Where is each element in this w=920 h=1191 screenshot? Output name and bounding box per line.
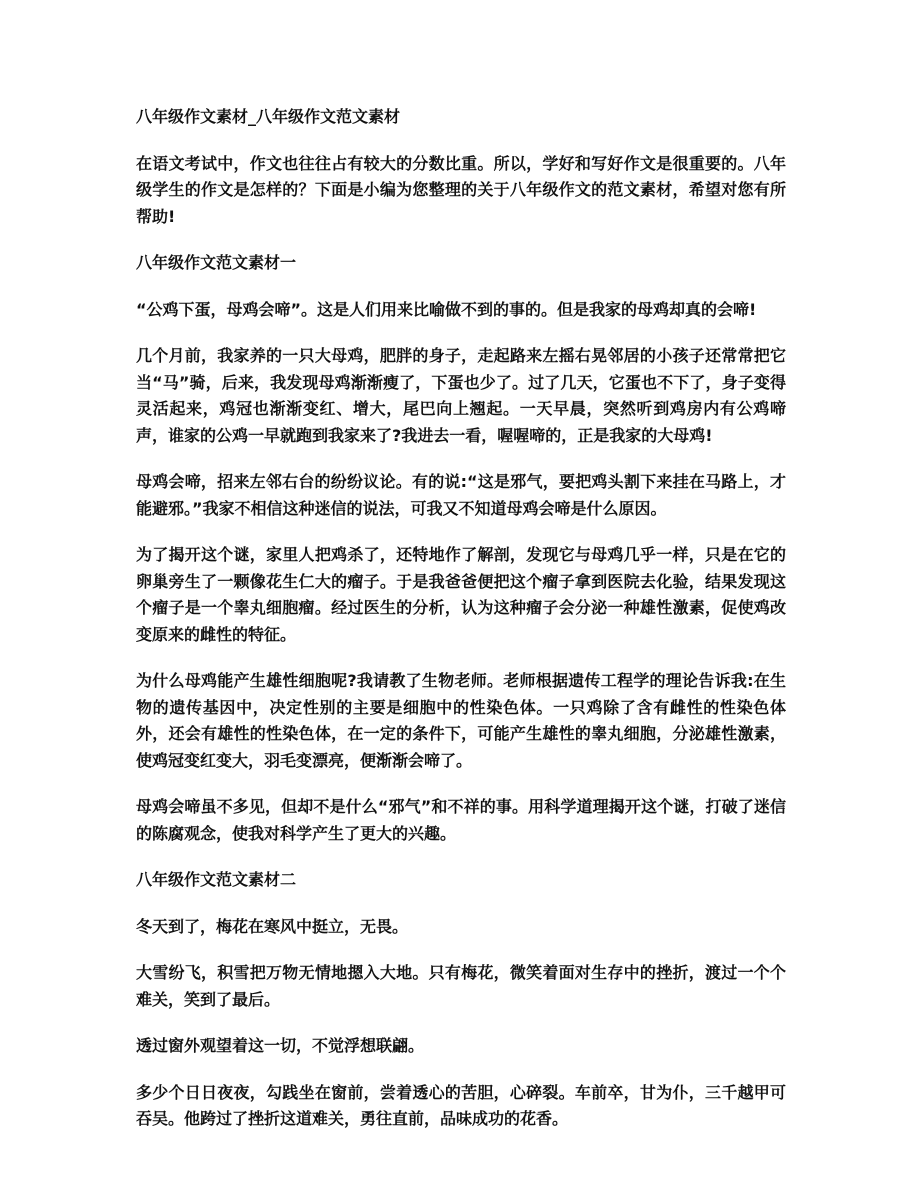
paragraph: 冬天到了，梅花在寒风中挺立，无畏。 (136, 916, 409, 936)
section-heading-1: 八年级作文范文素材一 (136, 253, 297, 272)
paragraph: 母鸡会啼，招来左邻右台的纷纷议论。有的说:“这是邪气，要把鸡头割下来挂在马路上，才能避邪。”我家不相信这种迷信的说法，可我又不知道母鸡会啼是什么原因。 (136, 472, 786, 518)
paragraph: 为了揭开这个谜，家里人把鸡杀了，还特地作了解剖，发现它与母鸡几乎一样，只是在它的卵巢旁生了一颗像花生仁大的瘤子。于是我爸爸便把这个瘤子拿到医院去化验，结果发现这个瘤子是一个睾丸细胞瘤。经过医生的分析，认为这种瘤子会分泌一种雄性激素，促使鸡改变原来的雌性的特征。 (136, 545, 786, 644)
section-heading-2: 八年级作文范文素材二 (136, 870, 297, 889)
paragraph: 母鸡会啼虽不多见，但却不是什么“邪气”和不祥的事。用科学道理揭开这个谜，打破了迷信的陈腐观念，使我对科学产生了更大的兴趣。 (136, 797, 786, 843)
paragraph: 几个月前，我家养的一只大母鸡，肥胖的身子，走起路来左摇右晃邻居的小孩子还常常把它当“马”骑，后来，我发现母鸡渐渐瘦了，下蛋也少了。过了几天，它蛋也不下了，身子变得灵活起来，鸡冠也渐渐变红、增大，尾巴向上翘起。一天早晨，突然听到鸡房内有公鸡啼声，谁家的公鸡一早就跑到我家来了?我进去一看，喔喔啼的，正是我家的大母鸡! (136, 346, 786, 445)
intro-paragraph: 在语文考试中，作文也往往占有较大的分数比重。所以，学好和写好作文是很重要的。八年级学生的作文是怎样的？下面是小编为您整理的关于八年级作文的范文素材，希望对您有所帮助! (136, 153, 786, 226)
paragraph: 透过窗外观望着这一切，不觉浮想联翩。 (136, 1036, 425, 1055)
paragraph: “公鸡下蛋，母鸡会啼”。这是人们用来比喻做不到的事的。但是我家的母鸡却真的会啼! (136, 299, 757, 319)
paragraph: 大雪纷飞，积雪把万物无情地摁入大地。只有梅花，微笑着面对生存中的挫折，渡过一个个难关，笑到了最后。 (136, 963, 786, 1009)
document-title: 八年级作文素材_八年级作文范文素材 (136, 107, 401, 126)
paragraph: 为什么母鸡能产生雄性细胞呢?我请教了生物老师。老师根据遗传工程学的理论告诉我:在生物的遗传基因中，决定性别的主要是细胞中的性染色体。一只鸡除了含有雌性的性染色体外，还会有雄性的性染色体，在一定的条件下，可能产生雄性的睾丸细胞，分泌雄性激素，使鸡冠变红变大，羽毛变漂亮，便渐渐会啼了。 (136, 671, 786, 770)
document-page (136, 104, 786, 1153)
paragraph: 多少个日日夜夜，勾践坐在窗前，尝着透心的苦胆，心碎裂。车前卒，甘为仆，三千越甲可吞吴。他跨过了挫折这道难关，勇往直前，品味成功的花香。 (136, 1082, 786, 1128)
